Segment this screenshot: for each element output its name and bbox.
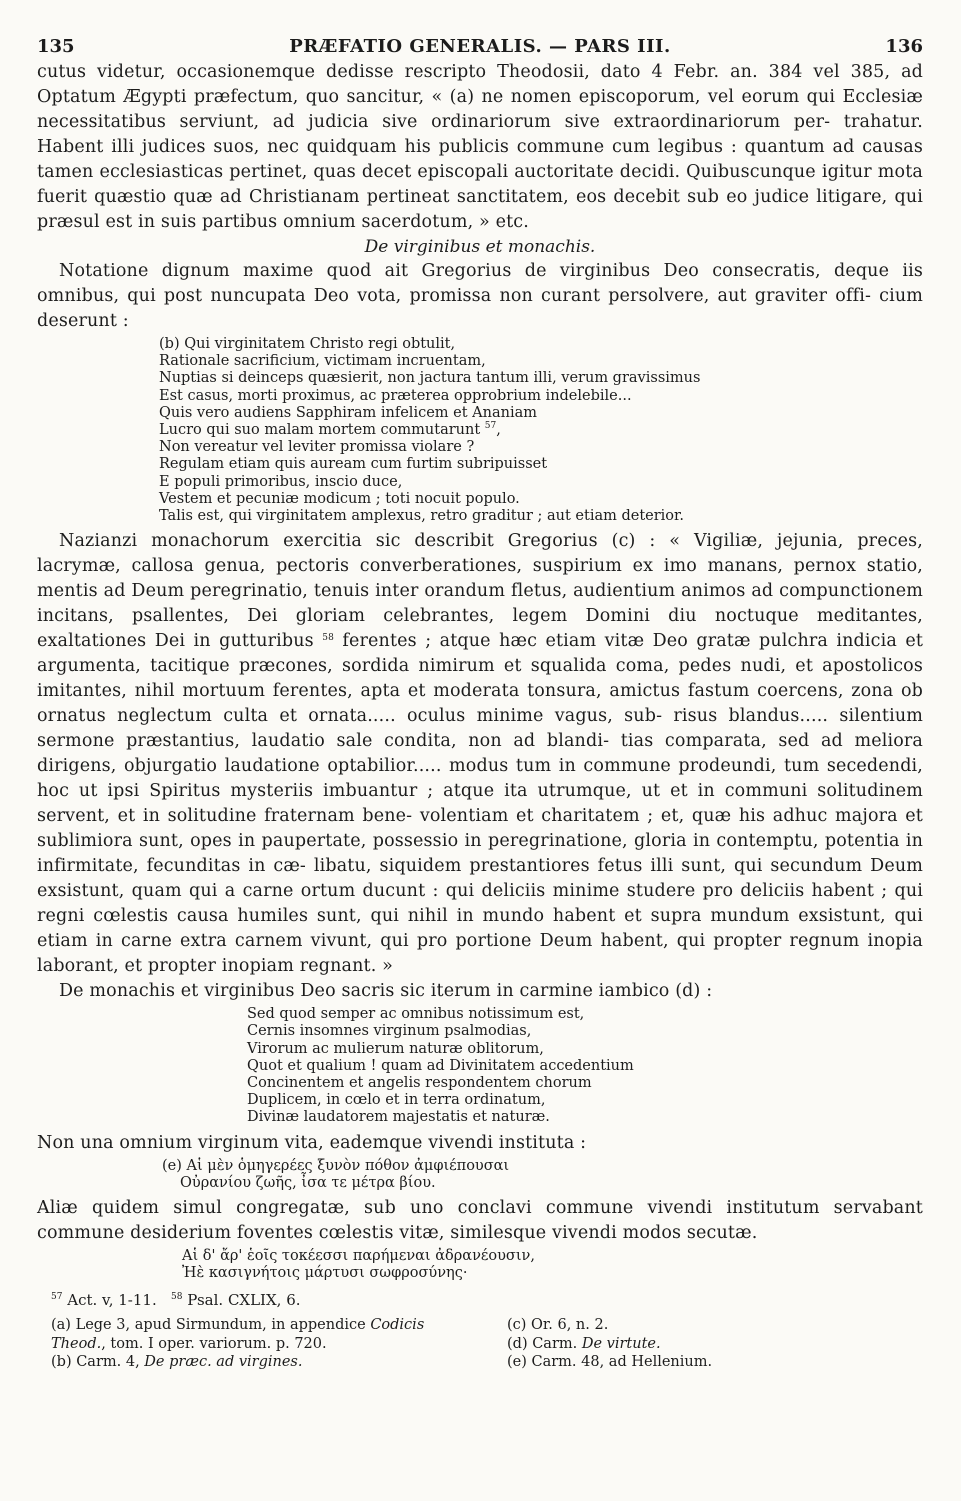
numbered-footnotes: $^{57}$ Act. v, 1-11. $^{58}$ Psal. CXLIX, 6. xyxy=(51,1291,301,1310)
verse-line: Cernis insomnes virginum psalmodias, xyxy=(247,1023,532,1040)
verse-line: Lucro qui suo malam mortem commutarunt $^{57}$, xyxy=(159,421,501,439)
verse-line: (b) Qui virginitatem Christo regi obtulit, xyxy=(159,336,456,352)
footnote-57: Act. v, 1-11. xyxy=(67,1291,157,1310)
footnotes-right-column xyxy=(507,1316,907,1372)
paragraph-monks: Nazianzi monachorum exercitia sic describit Gregorius (c) : « Vigiliæ, jejunia, preces, lacrymæ, callosa genua, pectoris converberationes, suspirium ex imo manans, pernox statio, mentis ad Deum peregrinatio, tenuis inter orandum fletus, audientium animos ad compunctionem incitans, psallentes, Dei gloriam celebrantes, legem Domini diu noctuque meditantes, exaltationes Dei in gutturibus $^{58}$ ferentes ; atque hæc etiam vitæ Deo gratæ pulchra indicia et argumenta, tacitique præcones, sordida nimirum et squalida coma, pedes nudi, et apostolicos imitantes, nihil mortuum ferentes, apta et moderata tonsura, amictus fastum coercens, zona ob ornatus neglectum culta et ornata..... oculus minime vagus, sub- risus blandus..... silentium sermone præstantius, laudatio sale condita, non ad blandi- tias comparata, sed ad meliora dirigens, objurgatio laudatione optabilior..... modus tum in commune prodeundi, tum secedendi, hoc ut ipsi Spiritus mysteriis imbuantur ; atque ita utrumque, ut et in communi solitudinem servent, et in solitudine fraternam bene- volentiam et charitatem ; et, quæ his adhuc majora et sublimiora sunt, opes in paupertate, possessio in peregrinatione, gloria in contemptu, potentia in infirmitate, fecunditas in cæ- libatu, siquidem prestantiores fetus illi sunt, qui secundum Deum exsistunt, quam qui a carne ortum ducunt : qui deliciis minime studere pro deliciis habent ; qui regni cœlestis causa humiles sunt, qui nihil in mundo habent et supra mundum exsistunt, qui etiam in carne extra carnem vivunt, qui pro portione Deum habent, qui propter regnum inopia laborant, et propter inopiam regnant. » xyxy=(37,531,924,977)
footnote-a: (a) Lege 3, apud Sirmundum, in appendice Codicis xyxy=(51,1317,425,1334)
running-header xyxy=(37,30,923,60)
verse-block-virginity xyxy=(37,336,923,525)
verse-line: Rationale sacrificium, victimam incruentam, xyxy=(159,353,486,370)
verse-line: Nuptias si deinceps quæsierit, non jactura tantum illi, verum gravissimus xyxy=(159,370,701,387)
verse-line: (e) Αἱ μὲν ὁμηγερέες ξυνὸν πόθον ἀμφιέπουσαι xyxy=(162,1157,510,1174)
running-title: PRÆFATIO GENERALIS. — PARS III. xyxy=(289,36,671,57)
verse-line: Vestem et pecuniæ modicum ; toti nocuit populo. xyxy=(159,490,520,507)
footnote-mark-57[interactable]: 57 xyxy=(484,421,497,432)
page-number-left: 135 xyxy=(37,36,75,57)
footnote-e: (e) Carm. 48, ad Hellenium. xyxy=(507,1354,713,1371)
section-subheading: De virginibus et monachis. xyxy=(364,237,596,257)
footnote-a-cont: Theod., tom. I oper. variorum. p. 720. xyxy=(51,1335,327,1352)
verse-line: Sed quod semper ac omnibus notissimum est, xyxy=(247,1006,585,1023)
footnote-c: (c) Or. 6, n. 2. xyxy=(507,1317,609,1334)
footnote-58: Psal. CXLIX, 6. xyxy=(187,1291,301,1310)
verse-line: Ἠὲ κασιγνήτοις μάρτυσι σωφροσύνης· xyxy=(182,1265,468,1282)
greek-verse-1 xyxy=(37,1158,923,1192)
verse-line: Duplicem, in cœlo et in terra ordinatum, xyxy=(247,1092,546,1109)
footnote-d: (d) Carm. De virtute. xyxy=(507,1335,661,1352)
verse-line: Virorum ac mulierum naturæ oblitorum, xyxy=(247,1040,544,1057)
paragraph-virgins: Notatione dignum maxime quod ait Gregorius de virginibus Deo consecratis, deque iis omnibus, qui post nuncupata Deo vota, promissa non curant persolvere, aut graviter offi- cium deserunt : xyxy=(37,261,923,331)
paragraph-rescript: cutus videtur, occasionemque dedisse rescripto Theodosii, dato 4 Febr. an. 384 vel 385, ad Optatum Ægypti præfectum, quo sancitur, « (a) ne nomen episcoporum, vel eorum qui Ecclesiæ necessitatibus serviunt, ad judicia sive ordinariorum sive extraordinariorum per- trahatur. Habent illi judices suos, nec quidquam his publicis commune cum legibus : quantum ad causas tamen ecclesiasticas pertinet, quas decet episcopali auctoritate decidi. Quibuscunque igitur mota fuerit quæstio quæ ad Christianam pertineat sanctitatem, eos decebit sub eo judice litigare, qui præsul est in suis partibus omnium sacerdotum, » etc. xyxy=(37,62,924,232)
verse-line: Non vereatur vel leviter promissa violare ? xyxy=(159,439,475,456)
verse-line: E populi primoribus, inscio duce, xyxy=(159,473,403,490)
verse-line: Οὐρανίου ζωῆς, ἶσα τε μέτρα βίου. xyxy=(180,1174,436,1191)
verse-line: Talis est, qui virginitatem amplexus, retro graditur ; aut etiam deterior. xyxy=(159,508,684,525)
verse-line: Quis vero audiens Sapphiram infelicem et Ananiam xyxy=(159,404,537,421)
footnote-b: (b) Carm. 4, De præc. ad virgines. xyxy=(51,1354,303,1371)
footnotes-left-column xyxy=(51,1316,451,1372)
paragraph-instituta: Non una omnium virginum vita, eademque vivendi instituta : xyxy=(37,1132,587,1153)
paragraph-iambic-intro: De monachis et virginibus Deo sacris sic iterum in carmine iambico (d) : xyxy=(59,981,713,1002)
verse-line: Divinæ laudatorem majestatis et naturæ. xyxy=(247,1109,550,1126)
verse-line: Concinentem et angelis respondentem chorum xyxy=(247,1075,592,1092)
page-number-right: 136 xyxy=(885,36,923,57)
verse-line: Regulam etiam quis auream cum furtim subripuisset xyxy=(159,456,548,473)
verse-line: Αἱ δ' ἄρ' ἑοῖς τοκέεσσι παρήμεναι ἀδρανέουσιν, xyxy=(182,1248,535,1265)
paragraph-congregatae: Aliæ quidem simul congregatæ, sub uno conclavi commune vivendi institutum servabant commune desiderium foventes cœlestis vitæ, similesque vivendi modos secutæ. xyxy=(37,1198,923,1244)
page xyxy=(37,30,923,1382)
verse-block-psalmody xyxy=(37,1006,923,1126)
lettered-footnotes xyxy=(37,1316,923,1382)
greek-verse-2 xyxy=(37,1248,923,1282)
verse-line: Quot et qualium ! quam ad Divinitatem accedentium xyxy=(247,1057,634,1074)
footnote-mark-58[interactable]: 58 xyxy=(322,633,334,644)
verse-line: Est casus, morti proximus, ac præterea opprobrium indelebile... xyxy=(159,387,632,404)
